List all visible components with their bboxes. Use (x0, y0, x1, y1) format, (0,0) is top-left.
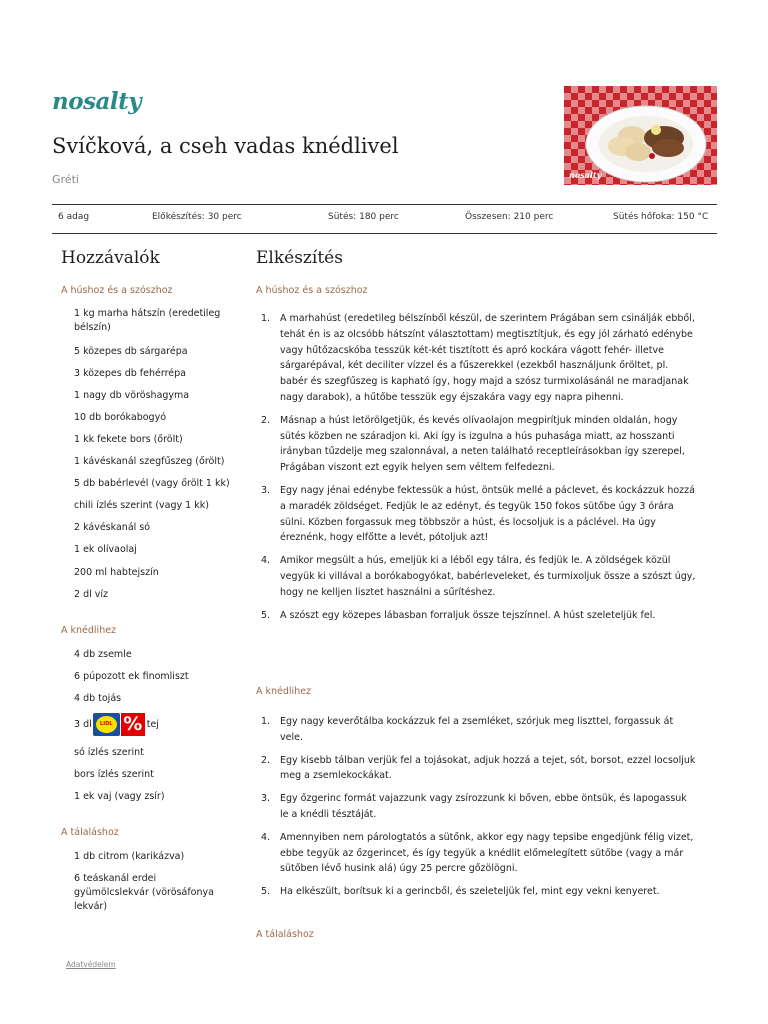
ingredient-item: 1 ek vaj (vagy zsír) (74, 791, 165, 802)
ingredient-item: 1 nagy db vöröshagyma (74, 390, 190, 401)
ingredient-item: 2 kávéskanál só (74, 522, 151, 533)
lidl-logo-text: LIDL (96, 716, 117, 733)
ingredient-item: 6 púpozott ek finomliszt (74, 671, 189, 682)
ingredient-item: 1 kk fekete bors (őrölt) (74, 434, 183, 445)
step-text: Egy kisebb tálban verjük fel a tojásokat, adjuk hozzá a tejet, sót, borsot, ezzel locsoljuk meg a zsemlekockákat. (280, 754, 696, 782)
milk-amount: 3 dl (74, 719, 92, 730)
ingredient-item: 4 db zsemle (74, 649, 132, 660)
bake-temp (613, 212, 708, 222)
prep-value: 30 perc (207, 212, 242, 222)
lidl-logo[interactable] (93, 713, 120, 736)
method-steps (258, 714, 698, 907)
recipe-info-bar (52, 204, 717, 234)
method-section-title: A húshoz és a szószhoz (256, 285, 368, 296)
step-text: Egy őzgerinc formát vajazzunk vagy zsírozzunk ki bőven, ebbe öntsük, és lapogassuk le a knédli tésztáját. (280, 793, 687, 820)
method-step: 4. Amennyiben nem párologtatós a sütőnk, akkor egy nagy tepsibe engedjünk félig vizet, ebbe tegyük az őzgerincet, és így tegyük a knédlit előmelegített sütőbe (vagy a már sütőben lévő husink alá) úgy 25 percre gőzölögni. (261, 831, 694, 875)
ingredient-item: 200 ml habtejszín (74, 567, 159, 578)
step-text: Egy nagy jénai edénybe fektessük a húst, öntsük mellé a páclevet, és kockázzuk hozzá a maradék zöldséget. Fedjük le az edényt, és tegyük 150 fokos sütőbe úgy 3 órára sülni. Közben forgassuk meg többször a húst, és locsoljuk is a páclével. Ha úgy éreznénk, hogy elfőtte a levét, pótoljuk azt! (280, 484, 695, 544)
ingredient-item: 1 kávéskanál szegfűszeg (őrölt) (74, 456, 225, 467)
ingredient-item: 3 közepes db fehérrépa (74, 368, 186, 379)
recipe-title: Svíčková, a cseh vadas knédlivel (52, 134, 399, 158)
ingredient-section-title: A knédlihez (61, 625, 117, 636)
bake-value: 180 perc (359, 212, 399, 222)
ingredient-item: chili ízlés szerint (vagy 1 kk) (74, 500, 209, 511)
recipe-photo (564, 86, 717, 185)
method-step: 1. A marhahúst (eredetileg bélszínből készül, de szerintem Prágában sem csinálják ebből, tehát én is az olcsóbb hátszínt választottam) megtisztítjuk, és egy jól zárható edénybe vagy hűtőzacskóba tesszük két-két tisztított és apró kockára vágott fehér- illetve sárgarépával, két deciliter vízzel és a fűszerekkel (ezekből használjunk őröltet, pl. babér és szegfűszeg is kapható így, hogy majd a szósz turmixolásánál ne maradjanak nagy darabok), a hűtőbe tesszük egy éjszakára vagy egy napra pihenni. (261, 313, 695, 403)
ingredient-item: 2 dl víz (74, 589, 109, 600)
nosalty-logo[interactable] (52, 88, 141, 115)
method-step: 3. Egy őzgerinc formát vajazzunk vagy zsírozzunk ki bőven, ebbe öntsük, és lapogassuk le a knédli tésztáját. (261, 793, 687, 820)
temp-value: 150 °C (677, 212, 709, 222)
prep-label: Előkészítés: (152, 212, 205, 222)
step-text: A szószt egy közepes lábasban forraljuk össze tejszínnel. A húst szeleteljük fel. (280, 609, 656, 621)
ingredients-heading: Hozzávalók (61, 248, 160, 268)
total-value: 210 perc (513, 212, 554, 222)
method-step: 3. Egy nagy jénai edénybe fektessük a húst, öntsük mellé a páclevet, és kockázzuk hozzá a maradék zöldséget. Fedjük le az edényt, és tegyük 150 fokos sütőbe úgy 3 órára sülni. Közben forgassuk meg többször a húst, és locsoljuk is a páclével. Ha úgy éreznénk, hogy elfőtte a levét, pótoljuk azt! (261, 484, 695, 544)
photo-watermark: nosalty (569, 170, 602, 180)
total-time (465, 212, 553, 222)
ingredient-item: bors ízlés szerint (74, 769, 154, 780)
ingredient-item: só ízlés szerint (74, 747, 144, 758)
recipe-author[interactable]: Gréti (52, 173, 79, 186)
ingredient-item: 5 közepes db sárgarépa (74, 346, 188, 357)
step-text: Egy nagy keverőtálba kockázzuk fel a zsemléket, szórjuk meg liszttel, forgassuk át vele. (280, 716, 674, 743)
temp-label: Sütés hőfoka: (613, 212, 675, 222)
logo-text: nosalty (52, 88, 142, 115)
method-step: 2. Egy kisebb tálban verjük fel a tojásokat, adjuk hozzá a tejet, sót, borsot, ezzel locsoljuk meg a zsemlekockákat. (261, 754, 696, 782)
privacy-link[interactable]: Adatvédelem (66, 960, 116, 969)
method-step: 5. A szószt egy közepes lábasban forraljuk össze tejszínnel. A húst szeleteljük fel. (261, 609, 656, 621)
ingredient-item-milk (74, 713, 254, 736)
method-section-title: A tálaláshoz (256, 929, 314, 940)
ingredient-section-title: A tálaláshoz (61, 827, 119, 838)
ingredient-item: 1 kg marha hátszín (eredetileg bélszín) (74, 308, 221, 333)
step-text: A marhahúst (eredetileg bélszínből készül, de szerintem Prágában sem csinálják ebből, tehát én is az olcsóbb hátszínt választottam) megtisztítjuk, és egy jól zárható edénybe vagy hűtőzacskóba tesszük két-két tisztított és apró kockára vágott fehér- illetve sárgarépával, két deciliter vízzel és a fűszerekkel (ezekből használjunk őröltet, pl. babér és szegfűszeg is kapható így, hogy majd a szósz turmixolásánál ne maradjanak nagy darabok), a hűtőbe tesszük egy éjszakára vagy egy napra pihenni. (280, 313, 695, 403)
bake-label: Sütés: (328, 212, 357, 222)
ingredient-item: 10 db borókabogyó (74, 412, 167, 423)
step-text: Amennyiben nem párologtatós a sütőnk, akkor egy nagy tepsibe engedjünk félig vizet, ebbe tegyük az őzgerincet, és így tegyük a knédlit előmelegített sütőbe (vagy a már sütőben lévő husink alá) úgy 25 percre gőzölögni. (280, 831, 694, 875)
ingredient-item: 1 ek olívaolaj (74, 544, 137, 555)
method-step: 4. Amikor megsült a hús, emeljük ki a léből egy tálra, és fedjük le. A zöldségek közül vegyük ki villával a borókabogyókat, babérleveleket, és turmixoljuk össze a szószt úgy, hogy ne kelljen lisztet használni a sűrítéshez. (261, 555, 696, 598)
ingredient-item: 5 db babérlevél (vagy őrölt 1 kk) (74, 478, 230, 489)
ingredient-section-title: A húshoz és a szószhoz (61, 285, 173, 296)
prep-time (152, 212, 242, 222)
ingredient-item: 1 db citrom (karikázva) (74, 851, 185, 862)
bake-time (328, 212, 399, 222)
milk-label: tej (146, 719, 159, 730)
servings-value: 6 adag (58, 212, 90, 222)
discount-badge[interactable]: % (121, 713, 145, 736)
step-text: Másnap a húst letörölgetjük, és kevés olívaolajon megpirítjuk minden oldalán, hogy sütés közben ne száradjon ki. Aki így is izgulna a hús puhasága miatt, az hosszanti irányban tűzdelje meg szalonnával, a neten található receptleírásokban így szerepel, Prágában viszont ezt egyik helyen sem véltem felfedezni. (280, 414, 685, 474)
method-step: 2. Másnap a húst letörölgetjük, és kevés olívaolajon megpirítjuk minden oldalán, hogy sütés közben ne száradjon ki. Aki így is izgulna a hús puhasága miatt, az hosszanti irányban tűzdelje meg szalonnával, a neten található receptleírásokban így szerepel, Prágában viszont ezt egyik helyen sem véltem felfedezni. (261, 414, 685, 474)
ingredient-item: 6 teáskanál erdei gyümölcslekvár (vörösáfonya lekvár) (74, 873, 214, 912)
method-step: 5. Ha elkészült, borítsuk ki a gerincből, és szeleteljük fel, mint egy vekni kenyeret. (261, 886, 660, 898)
step-text: Amikor megsült a hús, emeljük ki a léből egy tálra, és fedjük le. A zöldségek közül vegyük ki villával a borókabogyókat, babérleveleket, és turmixoljuk össze a szószt úgy, hogy ne kelljen lisztet használni a sűrítéshez. (280, 555, 696, 598)
step-text: Ha elkészült, borítsuk ki a gerincből, és szeleteljük fel, mint egy vekni kenyeret. (280, 886, 660, 898)
method-steps (258, 311, 698, 630)
ingredient-item: 4 db tojás (74, 693, 122, 704)
total-label: Összesen: (465, 212, 511, 222)
method-step: 1. Egy nagy keverőtálba kockázzuk fel a zsemléket, szórjuk meg liszttel, forgassuk át vele. (261, 716, 674, 743)
method-section-title: A knédlihez (256, 686, 312, 697)
method-heading: Elkészítés (256, 248, 343, 268)
